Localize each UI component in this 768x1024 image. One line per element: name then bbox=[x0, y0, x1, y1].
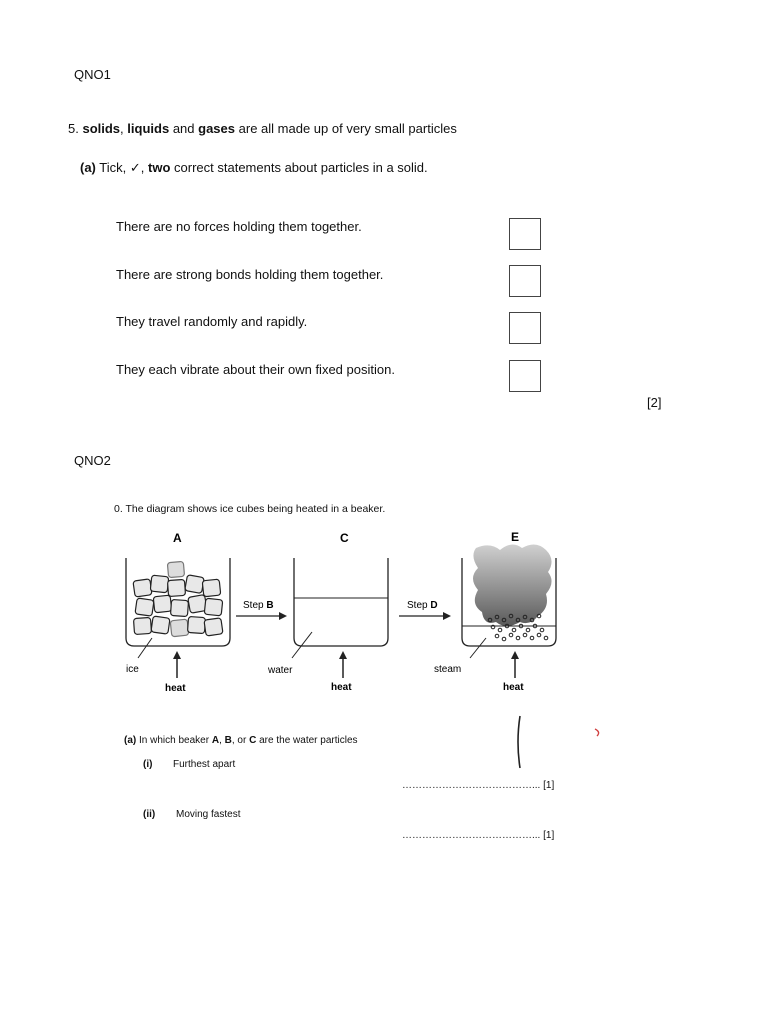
statement-1: There are no forces holding them together. bbox=[116, 219, 362, 234]
statement-2: There are strong bonds holding them together. bbox=[116, 267, 384, 282]
question-1a-stem bbox=[80, 160, 428, 176]
stem-two: two bbox=[148, 160, 171, 175]
heat-label-c: heat bbox=[331, 682, 352, 693]
part-2a-B: B bbox=[224, 735, 232, 746]
sub-i-text: Furthest apart bbox=[173, 759, 236, 770]
question-1-label: QNO1 bbox=[74, 67, 111, 82]
part-2a-C: C bbox=[249, 735, 257, 746]
tick-box-1[interactable] bbox=[509, 218, 541, 250]
sub-i-label: (i) bbox=[143, 759, 153, 770]
steam-cloud bbox=[473, 544, 552, 626]
bracket-mark bbox=[512, 712, 532, 772]
part-2a-label: (a) bbox=[124, 735, 137, 746]
question-2-intro: 0. The diagram shows ice cubes being heated in a beaker. bbox=[114, 503, 386, 515]
part-a-label: (a) bbox=[80, 160, 96, 175]
question-1-intro bbox=[68, 121, 457, 136]
step-d-label: Step D bbox=[407, 600, 438, 611]
intro-gases: gases bbox=[198, 121, 236, 136]
intro-solids: solids bbox=[82, 121, 121, 136]
question-1-marks: [2] bbox=[647, 395, 662, 410]
sub-ii-label: (ii) bbox=[143, 809, 156, 820]
sub-ii-text: Moving fastest bbox=[176, 809, 241, 820]
statement-4: They each vibrate about their own fixed position. bbox=[116, 362, 395, 377]
part-2a-rest: are the water particles bbox=[259, 735, 358, 746]
tick-box-2[interactable] bbox=[509, 265, 541, 297]
step-b-label: Step B bbox=[243, 600, 274, 611]
intro-rest: are all made up of very small particles bbox=[238, 121, 457, 136]
beaker-diagram bbox=[0, 520, 768, 720]
part-2a-or: , or bbox=[231, 735, 247, 746]
answer-line-ii[interactable]: …………………………………... [1] bbox=[402, 830, 555, 841]
question-2-label: QNO2 bbox=[74, 453, 111, 468]
part-2a-text: In which beaker bbox=[139, 735, 210, 746]
part-2a-A: A bbox=[211, 735, 220, 746]
red-mark bbox=[592, 726, 606, 740]
beaker-a bbox=[126, 558, 230, 658]
question-2a-stem: (a) In which beaker A, B, or C are the water particles bbox=[124, 735, 358, 746]
answer-line-i[interactable]: …………………………………... [1] bbox=[402, 780, 555, 791]
arrow-step-d bbox=[399, 612, 451, 620]
ice-label: ice bbox=[126, 664, 139, 675]
intro-prefix: 5. bbox=[68, 121, 79, 136]
beaker-label-e: E bbox=[511, 530, 520, 544]
beaker-label-a: A bbox=[173, 531, 182, 545]
intro-and: and bbox=[172, 121, 195, 136]
heat-arrow-c bbox=[339, 651, 347, 678]
heat-label-a: heat bbox=[165, 683, 186, 694]
heat-arrow-a bbox=[173, 651, 181, 678]
stem-tick: Tick, bbox=[99, 160, 127, 175]
ice-cubes bbox=[133, 561, 223, 636]
statement-3: They travel randomly and rapidly. bbox=[116, 314, 308, 329]
heat-arrow-e bbox=[511, 651, 519, 678]
arrow-step-b bbox=[236, 612, 287, 620]
tick-box-3[interactable] bbox=[509, 312, 541, 344]
beaker-e bbox=[462, 544, 556, 658]
heat-label-e: heat bbox=[503, 682, 524, 693]
water-label: water bbox=[268, 665, 293, 676]
beaker-c bbox=[292, 558, 388, 658]
tick-box-4[interactable] bbox=[509, 360, 541, 392]
intro-liquids: liquids bbox=[127, 121, 170, 136]
steam-label: steam bbox=[434, 664, 462, 675]
beaker-label-c: C bbox=[340, 531, 349, 545]
stem-rest: correct statements about particles in a solid. bbox=[174, 160, 428, 175]
intro-comma: , bbox=[120, 121, 124, 136]
check-icon: ✓, bbox=[129, 160, 145, 175]
